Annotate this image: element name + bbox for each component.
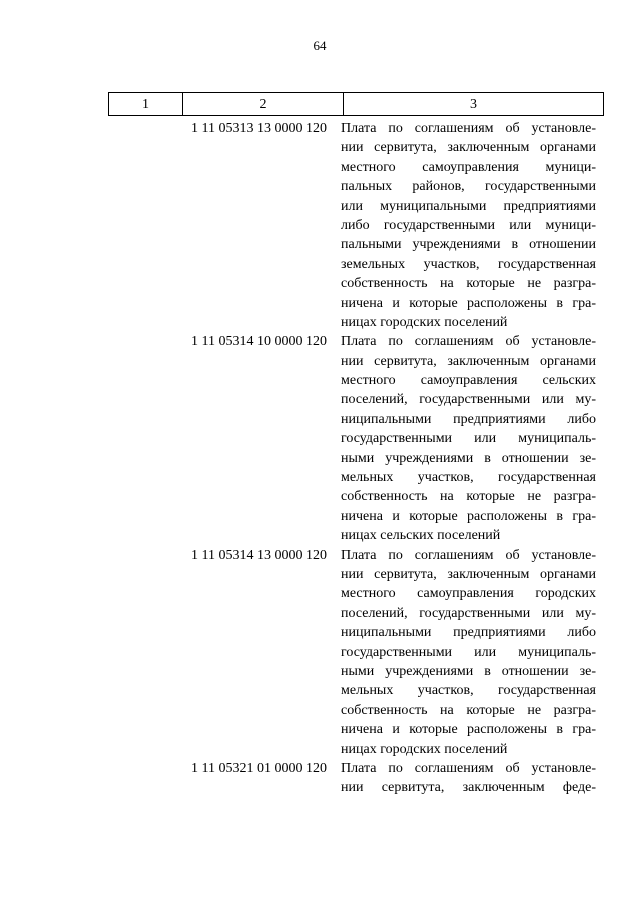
table-row — [108, 332, 602, 545]
description-line: земельных участков, государственная — [341, 256, 596, 272]
description-line: ницах городских поселений — [341, 741, 508, 757]
description-line: мельных участков, государственная — [341, 470, 596, 486]
column-header-table — [108, 92, 604, 116]
description-line: ницах сельских поселений — [341, 528, 501, 544]
table-body — [108, 119, 602, 798]
description-line: ницах городских поселений — [341, 314, 508, 330]
description-line: местного самоуправления муници- — [341, 159, 596, 175]
description-line: поселений, государственными или му- — [341, 392, 596, 408]
table-row — [108, 546, 602, 759]
description-line: пальных районов, государственными — [341, 179, 596, 195]
budget-code: 1 11 05314 13 0000 120 — [191, 547, 327, 563]
description-line: нии сервитута, заключенным органами — [341, 140, 596, 156]
description-line: либо государственными или муници- — [341, 217, 596, 233]
description-line: нии сервитута, заключенным феде- — [341, 780, 596, 796]
table-row — [108, 119, 602, 332]
table-row — [108, 759, 602, 798]
column-header-3: 3 — [344, 93, 604, 116]
description-line: Плата по соглашениям об установле- — [341, 547, 596, 563]
description-line: местного самоуправления сельских — [341, 373, 596, 389]
description-line: мельных участков, государственная — [341, 683, 596, 699]
description-line: или муниципальными предприятиями — [341, 198, 596, 214]
description-line: государственными или муниципаль- — [341, 644, 596, 660]
description-line: государственными или муниципаль- — [341, 431, 596, 447]
description-line: местного самоуправления городских — [341, 586, 596, 602]
description-line: ничена и которые расположены в гра- — [341, 508, 596, 524]
revenue-description — [341, 546, 596, 759]
description-line: поселений, государственными или му- — [341, 605, 596, 621]
page-number: 64 — [313, 38, 327, 53]
description-line: Плата по соглашениям об установле- — [341, 760, 596, 776]
description-line: Плата по соглашениям об установле- — [341, 334, 596, 350]
description-line: ничена и которые расположены в гра- — [341, 722, 596, 738]
description-line: пальными учреждениями в отношении — [341, 237, 596, 253]
description-line: ными учреждениями в отношении зе- — [341, 663, 596, 679]
description-line: ниципальными предприятиями либо — [341, 411, 596, 427]
description-line: Плата по соглашениям об установле- — [341, 121, 596, 136]
description-line: ными учреждениями в отношении зе- — [341, 450, 596, 466]
description-line: ниципальными предприятиями либо — [341, 625, 596, 641]
budget-code: 1 11 05314 10 0000 120 — [191, 334, 327, 350]
description-line: нии сервитута, заключенным органами — [341, 566, 596, 582]
budget-code: 1 11 05313 13 0000 120 — [191, 121, 327, 136]
description-line: нии сервитута, заключенным органами — [341, 353, 596, 369]
revenue-description — [341, 759, 596, 798]
column-header-row — [109, 93, 604, 116]
revenue-description — [341, 119, 596, 332]
description-line: собственность на которые не разгра- — [341, 276, 596, 292]
column-header-1: 1 — [109, 93, 183, 116]
description-line: собственность на которые не разгра- — [341, 489, 596, 505]
description-line: ничена и которые расположены в гра- — [341, 295, 596, 311]
column-header-2: 2 — [183, 93, 344, 116]
description-line: собственность на которые не разгра- — [341, 702, 596, 718]
budget-code: 1 11 05321 01 0000 120 — [191, 760, 327, 776]
revenue-description — [341, 332, 596, 545]
